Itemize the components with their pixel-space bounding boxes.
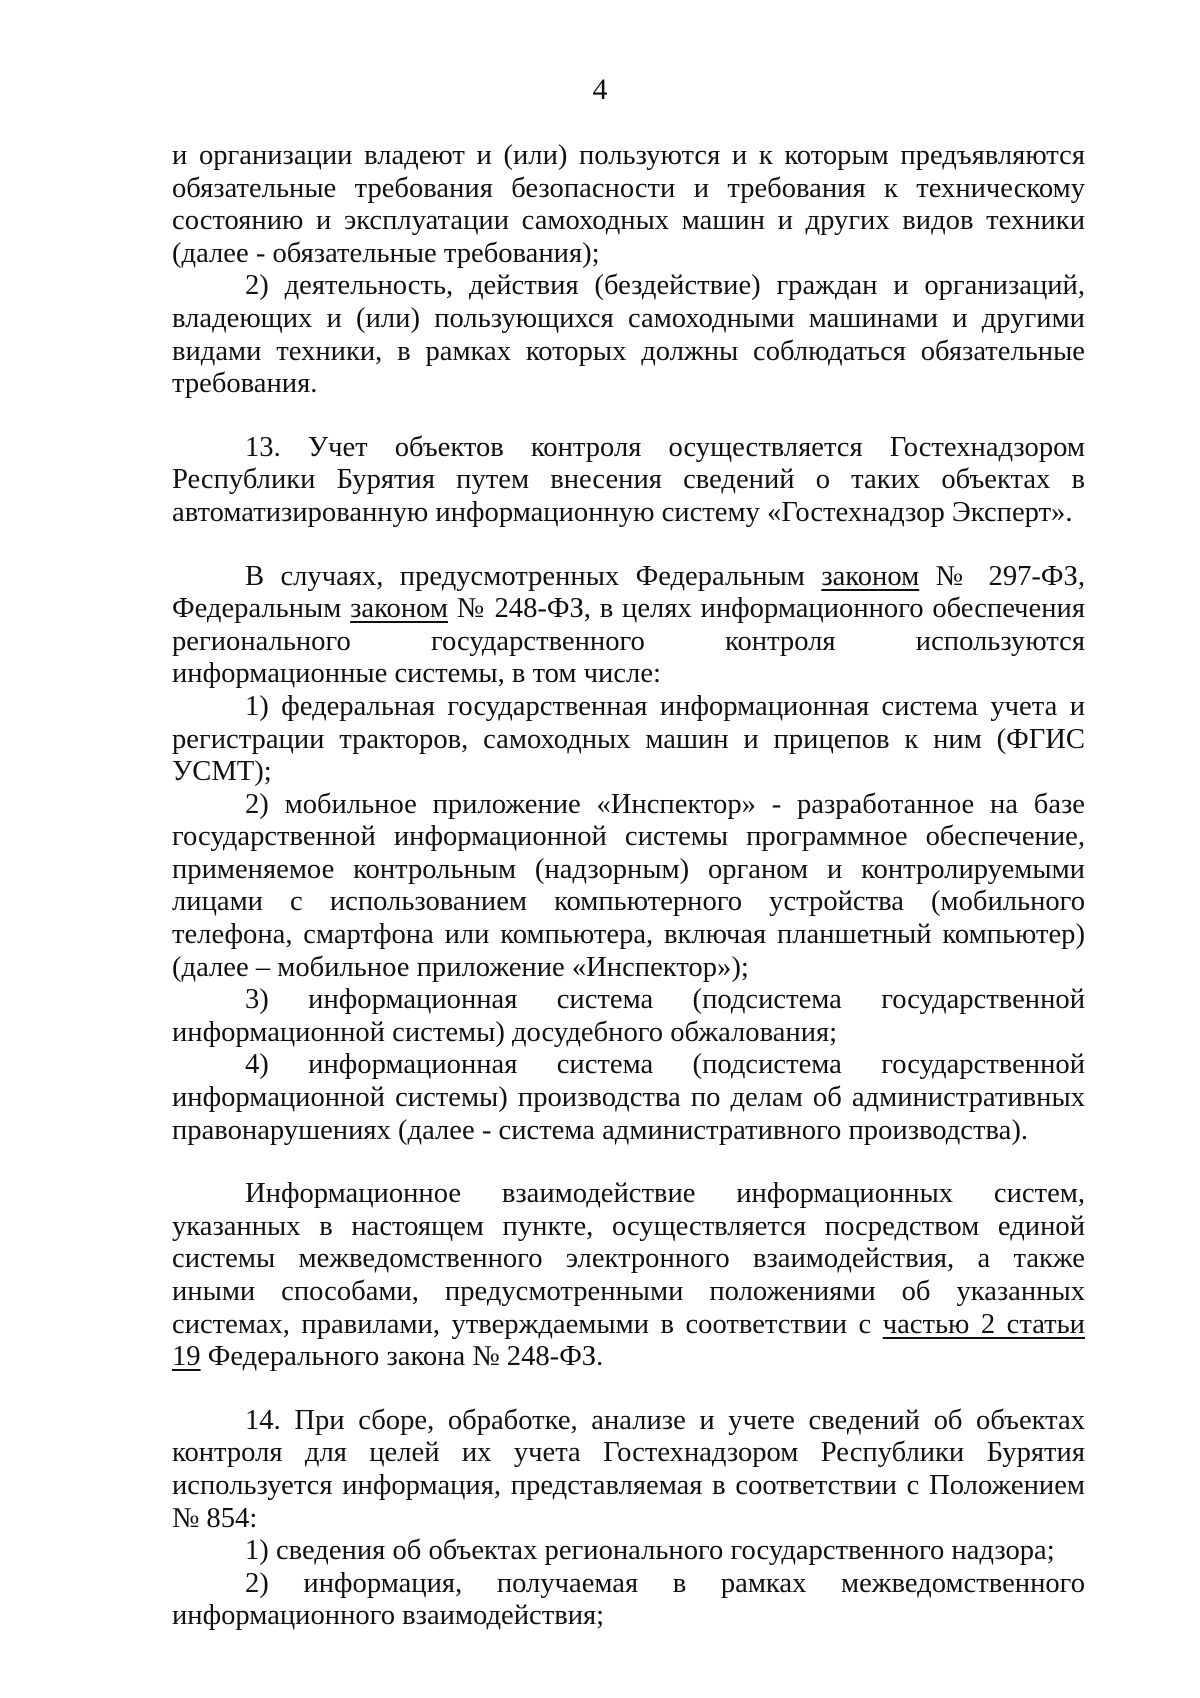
text-segment: № 297-ФЗ, Федеральным (172, 560, 1085, 625)
page-number: 4 (592, 73, 608, 106)
text-segment: № 248-ФЗ, в целях информационного обеспечения регионального государственного контроля используются информационные системы, в том числе: (172, 593, 1085, 690)
paragraph-14: 14. При сборе, обработке, анализе и учете сведений об объектах контроля для целей их учета Гостехнадзором Республики Бурятия используется информация, представляемая в соответствии с Положением № 854: (172, 1404, 1085, 1534)
list-item-1-objects-info: 1) сведения об объектах регионального государственного надзора; (245, 1535, 1055, 1567)
list-item-3-appeals-system: 3) информационная система (подсистема государственной информационной системы) досудебного обжалования; (172, 984, 1085, 1048)
paragraph-continuation: и организации владеют и (или) пользуются и к которым предъявляются обязательные требования безопасности и требования к техническому состоянию и эксплуатации самоходных машин и других видов техники (далее - обязательные требования); (172, 140, 1085, 269)
list-item-2-interagency-info: 2) информация, получаемая в рамках межведомственного информационного взаимодействия; (172, 1567, 1085, 1632)
paragraph-13: 13. Учет объектов контроля осуществляется Гостехнадзором Республики Бурятия путем внесения сведений о таких объектах в автоматизированную информационную систему «Гостехнадзор Эксперт». (172, 431, 1085, 528)
article-19-link[interactable]: частью 2 статьи 19 (172, 1308, 1085, 1373)
list-item-1-fgis: 1) федеральная государственная информационная система учета и регистрации тракторов, самоходных машин и прицепов к ним (ФГИС УСМТ); (172, 690, 1085, 788)
list-item-4-admin-system: 4) информационная система (подсистема государственной информационной системы) производства по делам об административных правонарушениях (далее - система административного производства). (172, 1049, 1085, 1146)
paragraph-interaction (172, 1178, 1085, 1374)
text-segment: Федерального закона № 248-ФЗ. (200, 1341, 604, 1373)
list-item-2-activity: 2) деятельность, действия (бездействие) граждан и организаций, владеющих и (или) пользующихся самоходными машинами и другими видами техники, в рамках которых должны соблюдаться обязательные требования. (172, 270, 1085, 400)
law-248-link[interactable]: законом (350, 593, 448, 625)
law-297-link[interactable]: законом (821, 560, 920, 592)
document-body (172, 140, 1085, 1633)
text-segment: В случаях, предусмотренных Федеральным (245, 560, 822, 592)
text-segment: Информационное взаимодействие информационных систем, указанных в настоящем пункте, осуществляется посредством единой системы межведомственного электронного взаимодействия, а также иными способами, предусмотренными положениями об указанных системах, правилами, утверждаемыми в соответствии с (172, 1178, 1085, 1340)
paragraph-information-systems (172, 561, 1085, 691)
list-item-2-inspector-app: 2) мобильное приложение «Инспектор» - разработанное на базе государственной информационной системы программное обеспечение, применяемое контрольным (надзорным) органом и контролируемыми лицами с использованием компьютерного устройства (мобильного телефона, смартфона или компьютера, включая планшетный компьютер) (далее – мобильное приложение «Инспектор»); (172, 788, 1085, 983)
